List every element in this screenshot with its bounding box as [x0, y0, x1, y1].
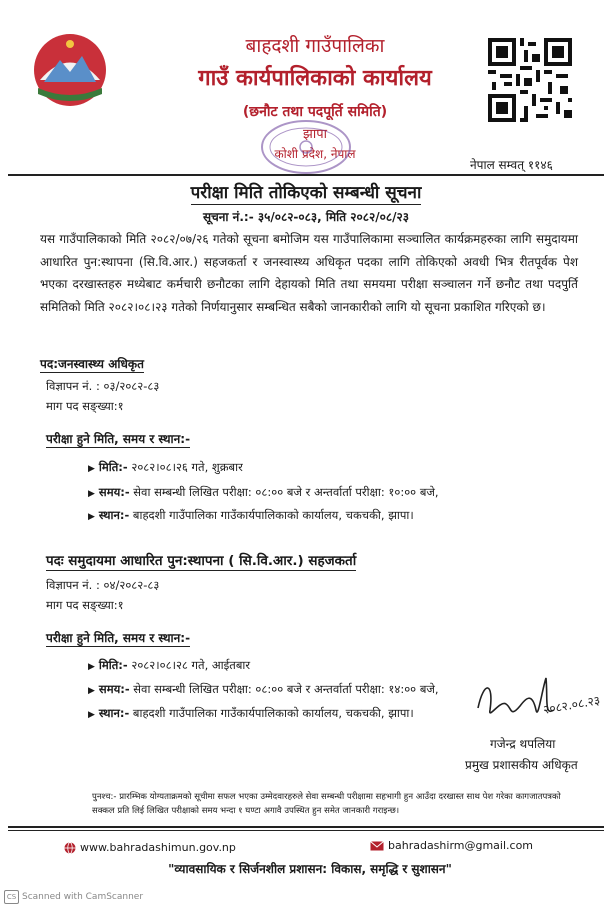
camscanner-logo-icon: CS — [4, 890, 19, 904]
municipality-name: बाहदशी गाउँपालिका — [245, 35, 385, 57]
post-1-advertisement: विज्ञापन नं. : ०३/२०८२-८३ — [46, 379, 160, 393]
scanner-watermark: CS Scanned with CamScanner — [4, 890, 143, 904]
post-2-title: पदः समुदायमा आधारित पुन:स्थापना ( सि.वि.आर.) सहजकर्ता — [46, 553, 357, 569]
notice-body: यस गाउँपालिकाको मिति २०८२/०७/२६ गतेको सूचना बमोजिम यस गाउँपालिकामा सञ्चालित कार्यक्रमहरुका लागि समुदायमा आधारित पुन:स्थापना (सि.वि.आर.) सहजकर्ता र जनस्वास्थ्य अधिकृत पदका लागि तोकिएको अवधी भित्र रीतपूर्वक पेश भएका दरखास्तहरु मध्येबाट कर्मचारी छनौटका लागि देहायको मिति तथा समयमा परीक्षा सञ्चालन गर्ने छनौट तथा पदपुर्ति समितिको मिति २०८२।०८।२३ गतेको निर्णयानुसार सम्बन्धित सबैको जानकारीको लागि यो सूचना प्रकाशित गरिएको छ। — [40, 232, 578, 314]
post-1-date-row: ▶ मिति:- २०८२।०८।२६ गते, शुक्रबार — [88, 460, 243, 474]
footer-divider — [8, 826, 604, 828]
arrow-right-icon: ▶ — [88, 686, 95, 696]
footer-motto: "व्यावसायिक र सिर्जनशील प्रशासन: विकास, समृद्धि र सुशासन" — [168, 862, 452, 876]
district-name: झापा — [303, 127, 327, 142]
post-1-demand: माग पद सङ्ख्या:१ — [46, 399, 124, 413]
arrow-right-icon: ▶ — [88, 489, 95, 499]
signature-date: २०८२.०८.२३ — [542, 693, 602, 717]
post-1-exam-heading: परीक्षा हुने मिति, समय र स्थान:- — [46, 432, 191, 446]
arrow-right-icon: ▶ — [88, 662, 95, 672]
post-2-date-row: ▶ मिति:- २०८२।०८।२८ गते, आईतबार — [88, 658, 251, 672]
footer-divider-thin — [8, 830, 604, 831]
post-2-time-row: ▶ समय:- सेवा सम्बन्धी लिखित परीक्षा: ०८:०० बजे र अन्तर्वार्ता परीक्षा: १४:०० बजे, — [88, 682, 439, 696]
arrow-right-icon: ▶ — [88, 512, 95, 522]
notice-title: परीक्षा मिति तोकिएको सम्बन्धी सूचना — [190, 183, 422, 203]
post-2-advertisement: विज्ञापन नं. : ०४/२०८२-८३ — [46, 578, 160, 592]
notice-number: सूचना नं.:- ३५/०८२-०८३, मिति २०८२/०८/२३ — [203, 210, 409, 224]
qr-code-icon — [484, 34, 576, 126]
globe-icon — [64, 842, 76, 854]
mail-icon — [370, 841, 384, 851]
committee-name: (छनौट तथा पदपूर्ति समिति) — [242, 104, 388, 120]
nepal-samvat-year: नेपाल सम्वत् ११४६ — [470, 158, 553, 172]
province-name: कोशी प्रदेश, नेपाल — [274, 147, 356, 161]
footer-website[interactable]: www.bahradashimun.gov.np — [64, 841, 236, 854]
post-2-demand: माग पद सङ्ख्या:१ — [46, 598, 124, 612]
signatory-post: प्रमुख प्रशासकीय अधिकृत — [465, 758, 578, 772]
office-name: गाउँ कार्यपालिकाको कार्यालय — [198, 66, 432, 91]
post-1-title: पद:जनस्वास्थ्य अधिकृत — [40, 357, 144, 371]
header-divider — [8, 174, 604, 176]
signatory-name: गजेन्द्र थपलिया — [490, 737, 556, 751]
nepal-emblem-icon — [30, 30, 110, 110]
post-2-place-row: ▶ स्थान:- बाहदशी गाउँपालिका गाउँकार्यपालिकाको कार्यालय, चकचकी, झापा। — [88, 706, 414, 720]
post-2-exam-heading: परीक्षा हुने मिति, समय र स्थान:- — [46, 631, 191, 645]
post-1-time-row: ▶ समय:- सेवा सम्बन्धी लिखित परीक्षा: ०८:०० बजे र अन्तर्वार्ता परीक्षा: १०:०० बजे, — [88, 485, 439, 499]
office-seal-icon — [258, 118, 354, 176]
signature-icon — [470, 670, 602, 730]
arrow-right-icon: ▶ — [88, 710, 95, 720]
footnote: पुनश्च:- प्रारम्भिक योग्यताक्रमको सूचीमा सफल भएका उम्मेदवारहरुले सेवा सम्बन्धी परीक्षामा सहभागी हुन आउँदा दरखास्त साथ पेश गरेका कागजातपत्रको सक्कल प्रति लिई लिखित परीक्षाको समय भन्दा १ घण्टा अगावै उपस्थित हुन समेत जानकारी गराइन्छ। — [92, 792, 561, 816]
arrow-right-icon: ▶ — [88, 464, 95, 474]
post-1-place-row: ▶ स्थान:- बाहदशी गाउँपालिका गाउँकार्यपालिकाको कार्यालय, चकचकी, झापा। — [88, 508, 414, 522]
footer-email[interactable]: bahradashirm@gmail.com — [370, 839, 533, 852]
